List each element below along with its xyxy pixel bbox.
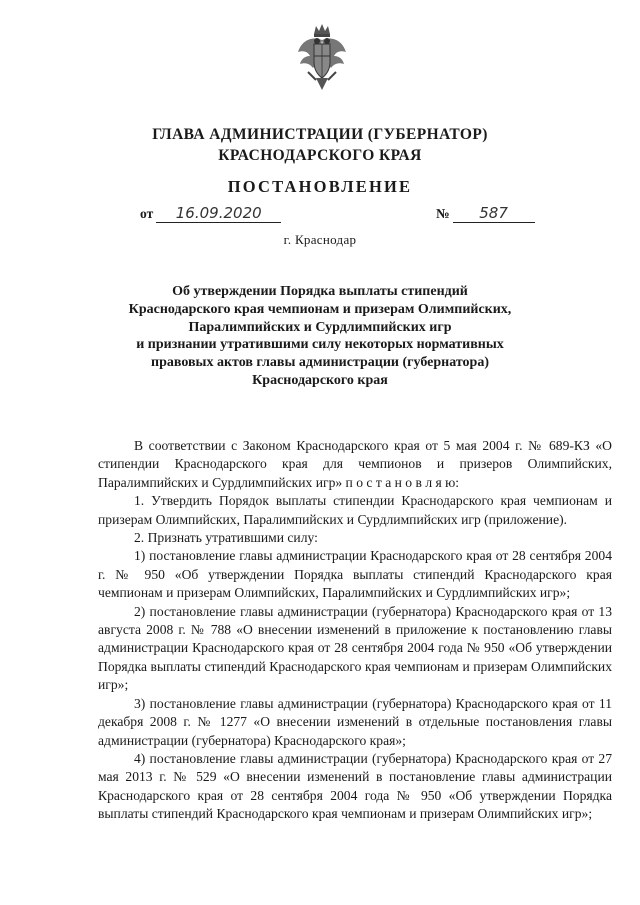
title-line: и признании утратившими силу некоторых нормативных (136, 337, 504, 353)
authority-header-line-2: КРАСНОДАРСКОГО КРАЯ (218, 147, 422, 164)
clause-1: 1. Утвердить Порядок выплаты стипендии Краснодарского края чемпионам и призерам Олимпийских, Паралимпийских и Сурдлимпийских игр (приложение). (98, 493, 612, 527)
number-row (436, 204, 535, 226)
subclause-1: 1) постановление главы администрации Краснодарского края от 28 сентября 2004 г. № 950 «Об утверждении Порядка выплаты стипендий Краснодарского края чемпионам и призерам Олимпийских, Паралимпийских и Сурдлимпийских игр»; (98, 548, 612, 601)
preamble-paragraph: В соответствии с Законом Краснодарского края от 5 мая 2004 г. № 689-КЗ «О стипендии Краснодарского края для чемпионов и призеров Олимпийских, Паралимпийских и Сурдлимпийских игр» п о с т а н о в л я ю: (98, 438, 612, 490)
coat-of-arms-emblem (296, 22, 348, 92)
handwritten-date: 16.09.2020 (156, 204, 281, 223)
date-row (140, 204, 281, 226)
document-title (120, 283, 520, 390)
authority-header-line-1: ГЛАВА АДМИНИСТРАЦИИ (ГУБЕРНАТОР) (152, 126, 488, 143)
number-prefix: № (436, 206, 450, 221)
subclause-2: 2) постановление главы администрации (губернатора) Краснодарского края от 13 августа 2008 г. № 788 «О внесении изменений в приложение к постановлению главы администрации Краснодарского края от 28 сентября 2004 года № 950 «Об утверждении Порядка выплаты стипендий Краснодарского края чемпионам и призерам Олимпийских игр»; (98, 603, 612, 693)
clause-2: 2. Признать утратившими силу: (134, 530, 318, 546)
subclause-3: 3) постановление главы администрации (губернатора) Краснодарского края от 11 декабря 2008 г. № 1277 «О внесении изменений в отдельные постановления главы администрации (губернатора) Краснодарского края»; (98, 695, 612, 748)
document-type: ПОСТАНОВЛЕНИЕ (227, 177, 413, 196)
title-line: Паралимпийских и Сурдлимпийских игр (188, 319, 452, 335)
date-prefix: от (140, 206, 154, 221)
title-line: Краснодарского края чемпионам и призерам Олимпийских, (128, 301, 512, 317)
title-line: Об утверждении Порядка выплаты стипендий (172, 284, 468, 299)
handwritten-number: 587 (453, 204, 535, 223)
title-line: Краснодарского края (252, 372, 388, 388)
document-body (98, 437, 612, 824)
city: г. Краснодар (283, 232, 357, 247)
title-line: правовых актов главы администрации (губернатора) (151, 355, 489, 371)
subclause-4: 4) постановление главы администрации (губернатора) Краснодарского края от 27 мая 2013 г. № 529 «О внесении изменений в постановление главы администрации Краснодарского края от 28 сентября 2004 года № 950 «Об утверждении Порядка выплаты стипендий Краснодарского края чемпионам и призерам Олимпийских игр»; (98, 750, 612, 822)
